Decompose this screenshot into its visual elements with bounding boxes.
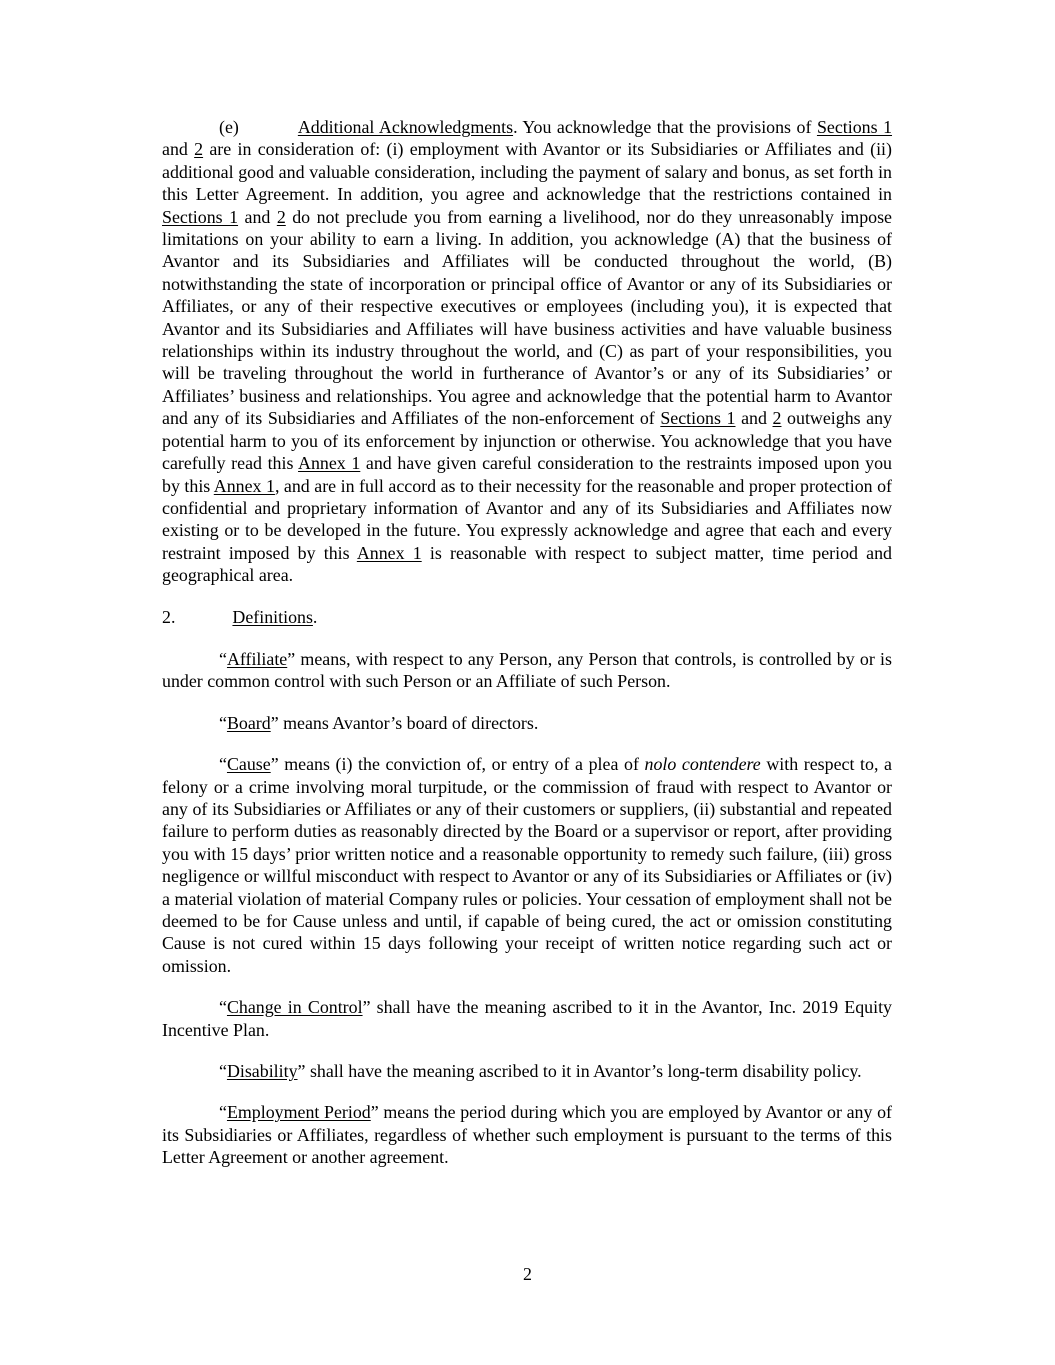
section-number: 2. — [162, 606, 176, 627]
defined-term: Affiliate — [226, 648, 288, 669]
definition-cause: “Cause” means (i) the conviction of, or entry of a plea of nolo contendere with respect to, a felony or a crime involving moral turpitude, or the commission of fraud with respect to Avantor or any of its Subsidiaries or Affiliates or any of their customers or suppliers, (ii) substantial and repeated failure to perform duties as reasonably directed by the Board or a supervisor or report, after providing you with 15 days’ prior written notice and a reasonable opportunity to remedy such failure, (iii) gross negligence or willful misconduct with respect to Avantor or any of its Subsidiaries or Affiliates or (iv) a material violation of material Company rules or policies. Your cessation of employment shall not be deemed to be for Cause unless and until, if capable of being cured, the act or omission constituting Cause is not cured within 15 days following your receipt of written notice regarding such act or omission. — [162, 754, 892, 976]
paragraph-additional-acknowledgments: (e) Additional Acknowledgments. You acknowledge that the provisions of Sections 1 and 2 are in consideration of: (i) employment with Avantor or its Subsidiaries or Affiliates and (ii) additional good and valuable consideration, including the payment of salary and bonus, as set forth in this Letter Agreement. In addition, you agree and acknowledge that the restrictions contained in Sections 1 and 2 do not preclude you from earning a livelihood, nor do they unreasonably impose limitations on your ability to earn a living. In addition, you acknowledge (A) that the business of Avantor and its Subsidiaries and Affiliates will be conducted throughout the world, (B) notwithstanding the state of incorporation or principal office of Avantor or any of its Subsidiaries or Affiliates, or any of their respective executives or employees (including you), it is expected that Avantor and its Subsidiaries and Affiliates will have business activities and have valuable business relationships within its industry throughout the world, and (C) as part of your responsibilities, you will be traveling throughout the world in furtherance of Avantor’s or any of its Subsidiaries’ or Affiliates’ business and relationships. You agree and acknowledge that the potential harm to Avantor and any of its Subsidiaries and Affiliates of the non-enforcement of Sections 1 and 2 outweighs any potential harm to you of its enforcement by injunction or otherwise. You acknowledge that you have carefully read this Annex 1 and have given careful consideration to the restraints imposed upon you by this Annex 1, and are in full accord as to their necessity for the reasonable and proper protection of confidential and proprietary information of Avantor and any of its Subsidiaries and Affiliates now existing or to be developed in the future. You expressly acknowledge and agree that each and every restraint imposed by this Annex 1 is reasonable with respect to subject matter, time period and geographical area. — [162, 117, 893, 586]
cross-reference: Sections 1 — [660, 408, 736, 429]
defined-term: Change in Control — [226, 997, 363, 1018]
definition-affiliate: “Affiliate” means, with respect to any Person, any Person that controls, is controlled by or is under common control with such Person or an Affiliate of such Person. — [162, 648, 892, 692]
definition-change-in-control: “Change in Control” shall have the meaning ascribed to it in the Avantor, Inc. 2019 Equity Incentive Plan. — [162, 997, 892, 1040]
defined-term: Disability — [226, 1061, 298, 1082]
definition-disability: “Disability” shall have the meaning ascribed to it in Avantor’s long-term disability policy. — [219, 1061, 862, 1082]
cross-reference: Annex 1 — [298, 453, 361, 474]
definition-board: “Board” means Avantor’s board of directors. — [219, 712, 539, 733]
document-page — [162, 116, 892, 1188]
page-number: 2 — [523, 1264, 532, 1284]
cross-reference: 2 — [194, 139, 204, 160]
definition-employment-period: “Employment Period” means the period during which you are employed by Avantor or any of its Subsidiaries or Affiliates, regardless of whether such employment is pursuant to the terms of this Letter Agreement or another agreement. — [162, 1102, 892, 1168]
section-label: (e) — [219, 117, 239, 137]
defined-term: Cause — [226, 754, 271, 775]
section-heading-definitions: 2. Definitions. — [162, 606, 318, 627]
cross-reference: Sections 1 — [816, 117, 893, 137]
cross-reference: Sections 1 — [162, 206, 239, 227]
cross-reference: Annex 1 — [213, 475, 275, 496]
cross-reference: Annex 1 — [356, 542, 422, 563]
section-title: Definitions — [232, 606, 313, 627]
section-title: Additional Acknowledgments — [297, 117, 514, 137]
latin-phrase: nolo contendere — [644, 754, 761, 775]
cross-reference: 2 — [772, 408, 782, 429]
cross-reference: 2 — [276, 206, 286, 227]
defined-term: Board — [226, 712, 271, 733]
defined-term: Employment Period — [226, 1102, 371, 1123]
